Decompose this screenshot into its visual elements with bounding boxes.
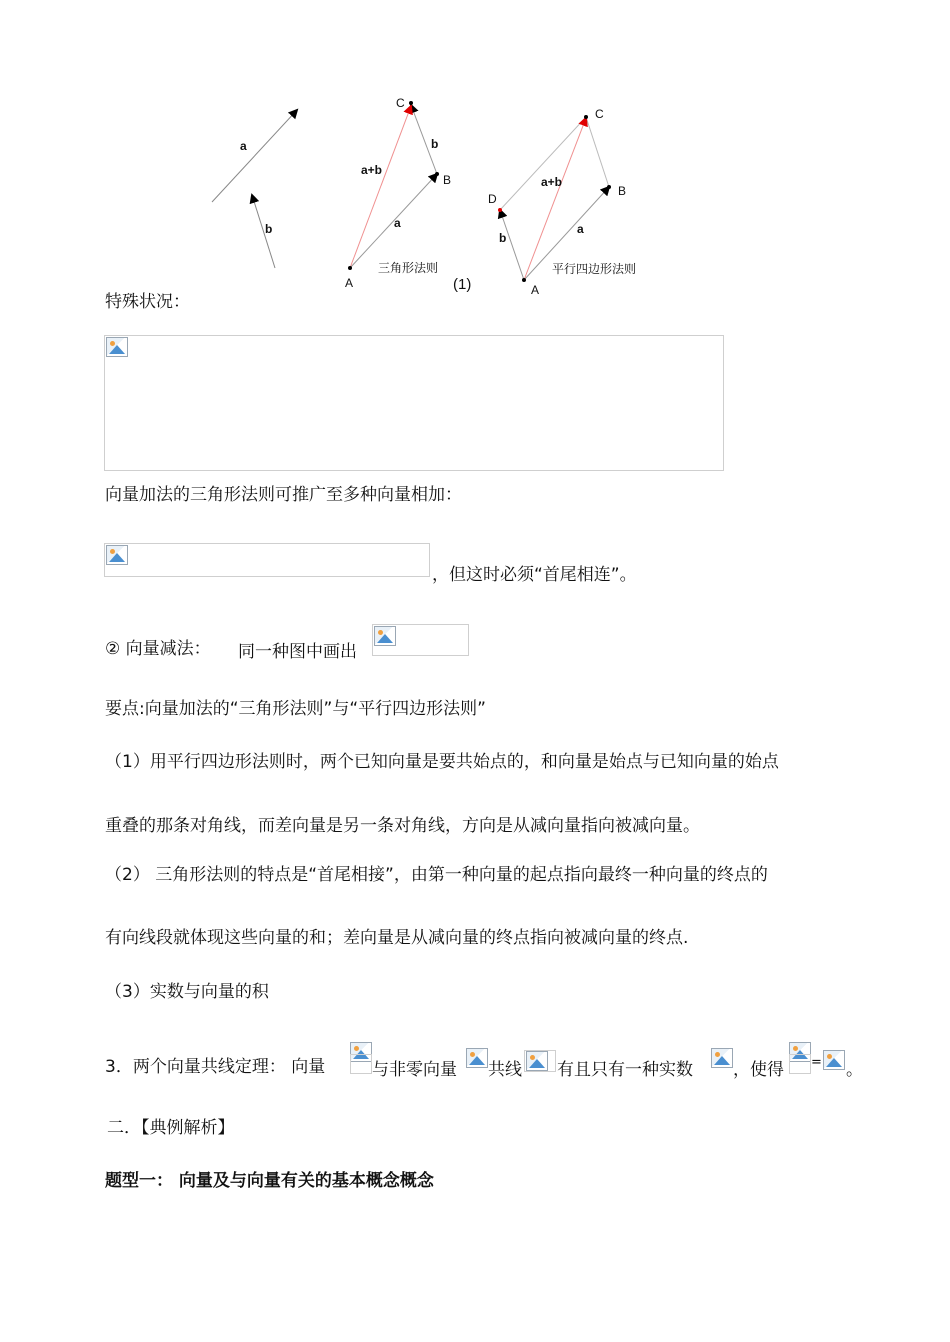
- tri-point-a: [348, 266, 352, 270]
- point-2-line-2: 有向线段就体现这些向量的和；差向量是从减向量的终点指向被减向量的终点.: [105, 928, 689, 948]
- type-1-heading: 题型一： 向量及与向量有关的基本概念概念: [105, 1171, 434, 1191]
- tri-label-a-seg: a: [394, 216, 401, 230]
- theorem-part-e: ，使得: [733, 1060, 784, 1080]
- formula-image-icon: [823, 1050, 845, 1070]
- broken-image-icon: [374, 626, 396, 646]
- tri-label-sum: a+b: [361, 163, 383, 177]
- formula-image-icon: [466, 1048, 488, 1068]
- tri-label-a: A: [345, 276, 354, 290]
- subtraction-label: ② 向量减法：: [105, 639, 211, 659]
- tri-sum-line: [350, 106, 411, 268]
- para-point-c: [584, 115, 588, 119]
- para-sum-line: [524, 118, 586, 280]
- para-dc-line: [500, 117, 586, 210]
- theorem-part-d: 有且只有一种实数: [557, 1060, 693, 1080]
- theorem-part-b: 与非零向量: [372, 1060, 457, 1080]
- special-case-image: [104, 335, 724, 471]
- point-1-line-1: （1）用平行四边形法则时，两个已知向量是要共始点的，和向量是始点与已知向量的始点: [105, 752, 779, 772]
- key-points-heading: 要点:向量加法的“三角形法则”与“平行四边形法则”: [105, 699, 486, 719]
- para-point-d: [498, 208, 502, 212]
- para-point-b: [607, 185, 611, 189]
- theorem-part-a: 3．两个向量共线定理： 向量: [105, 1057, 326, 1077]
- theorem-equals: =: [811, 1055, 822, 1070]
- broken-image-icon: [526, 1051, 548, 1071]
- vector-a-line: [212, 110, 297, 202]
- point-2-line-1: （2） 三角形法则的特点是“首尾相接”，由第一种向量的起点指向最终一种向量的终点的: [105, 865, 768, 885]
- formula-box: [350, 1054, 372, 1074]
- figure-number: (1): [453, 276, 472, 293]
- para-point-a: [522, 278, 526, 282]
- subtraction-text: 同一种图中画出: [238, 642, 357, 662]
- para-caption: 平行四边形法则: [552, 262, 637, 276]
- tri-label-c: C: [396, 96, 405, 110]
- section-2-heading: 二．【典例解析】: [107, 1118, 235, 1138]
- para-label-a-seg: a: [577, 222, 584, 236]
- tri-point-c: [409, 101, 413, 105]
- theorem-part-c: 共线: [488, 1060, 522, 1080]
- formula-image-collinear: [524, 1050, 556, 1072]
- point-3: （3）实数与向量的积: [105, 982, 269, 1002]
- head-tail-note: ，但这时必须“首尾相连”。: [432, 565, 637, 585]
- vector-figures: [0, 0, 950, 300]
- tri-label-b-seg: b: [431, 137, 439, 151]
- broken-image-icon: [106, 337, 128, 357]
- formula-image-icon: [711, 1048, 733, 1068]
- label-b-free: b: [265, 222, 273, 236]
- para-label-sum: a+b: [541, 175, 563, 189]
- multi-vector-sum-image: [104, 543, 430, 577]
- para-label-c: C: [595, 107, 604, 121]
- theorem-end: 。: [846, 1060, 863, 1080]
- para-label-a: A: [531, 283, 540, 297]
- para-label-b-seg: b: [499, 231, 507, 245]
- tri-point-b: [435, 172, 439, 176]
- generalize-text: 向量加法的三角形法则可推广至多种向量相加：: [105, 485, 462, 505]
- subtraction-image: [372, 624, 469, 656]
- special-case-heading: 特殊状况：: [105, 292, 190, 312]
- para-label-d: D: [488, 192, 497, 206]
- para-label-b: B: [618, 184, 627, 198]
- point-1-line-2: 重叠的那条对角线，而差向量是另一条对角线，方向是从减向量指向被减向量。: [105, 816, 700, 836]
- para-bc-line: [586, 117, 609, 187]
- tri-caption: 三角形法则: [378, 261, 439, 275]
- formula-box: [789, 1054, 811, 1074]
- label-a-free: a: [240, 139, 247, 153]
- broken-image-icon: [106, 545, 128, 565]
- para-ad-line: [500, 210, 524, 280]
- tri-label-b: B: [443, 173, 452, 187]
